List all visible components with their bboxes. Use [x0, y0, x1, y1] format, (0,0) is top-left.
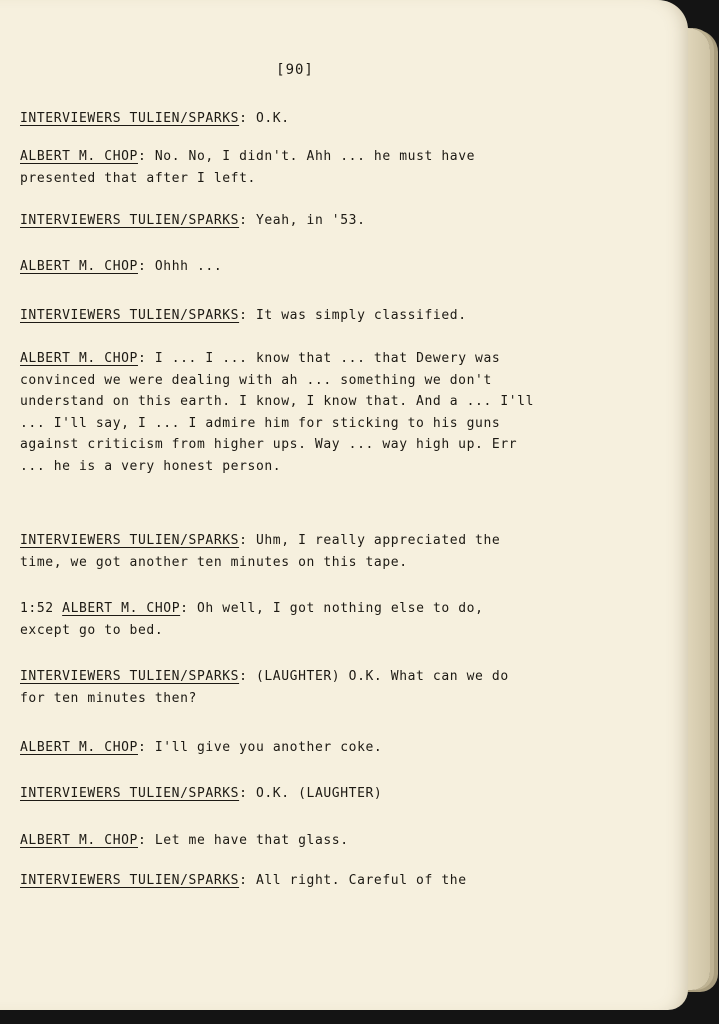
transcript-entry: INTERVIEWERS TULIEN/SPARKS: It was simply classified. — [20, 308, 467, 323]
speaker-name: ALBERT M. CHOP — [20, 740, 138, 755]
dialogue-text: Let me have that glass. — [154, 833, 349, 848]
transcript-entry: INTERVIEWERS TULIEN/SPARKS: O.K. — [20, 111, 290, 126]
timestamp: 1:52 — [20, 601, 54, 616]
dialogue-text: Yeah, in '53. — [255, 213, 366, 228]
speaker-name: INTERVIEWERS TULIEN/SPARKS — [20, 669, 240, 684]
dialogue-text: All right. Careful of the — [255, 873, 467, 888]
dialogue-text: No. No, I didn't. Ahh ... he must have presented that after I left. — [20, 149, 476, 186]
dialogue-text: Ohhh ... — [154, 259, 223, 274]
speaker-name: ALBERT M. CHOP — [20, 149, 138, 164]
transcript-entry: ALBERT M. CHOP: I ... I ... know that ... that Dewery was convinced we were dealing with ah ... something we don't understand on this earth. I know, I know that. And a ... I'll ... I'll say, I ... I admire him for sticking to his guns against criticism from higher ups. Way ... way high up. Err ... he is a very honest person. — [20, 351, 535, 474]
transcript-entry: ALBERT M. CHOP: No. No, I didn't. Ahh ... he must have presented that after I left. — [20, 149, 476, 186]
speaker-name: INTERVIEWERS TULIEN/SPARKS — [20, 533, 240, 548]
speaker-name: INTERVIEWERS TULIEN/SPARKS — [20, 873, 240, 888]
dialogue-text: I'll give you another coke. — [154, 740, 383, 755]
dialogue-text: O.K. — [255, 111, 290, 126]
transcript-entry: INTERVIEWERS TULIEN/SPARKS: All right. Careful of the — [20, 873, 467, 888]
speaker-name: ALBERT M. CHOP — [20, 259, 138, 274]
speaker-name: ALBERT M. CHOP — [20, 833, 138, 848]
speaker-name: INTERVIEWERS TULIEN/SPARKS — [20, 308, 240, 323]
dialogue-text: It was simply classified. — [255, 308, 467, 323]
dialogue-text: Uhm, I really appreciated the time, we got another ten minutes on this tape. — [20, 533, 501, 570]
dialogue-text: O.K. (LAUGHTER) — [255, 786, 383, 801]
dialogue-text: (LAUGHTER) O.K. What can we do for ten minutes then? — [20, 669, 509, 706]
transcript-entry: INTERVIEWERS TULIEN/SPARKS: O.K. (LAUGHTER) — [20, 786, 383, 801]
dialogue-text: Oh well, I got nothing else to do, except go to bed. — [20, 601, 484, 638]
speaker-name: INTERVIEWERS TULIEN/SPARKS — [20, 786, 240, 801]
speaker-name: ALBERT M. CHOP — [20, 351, 138, 366]
speaker-name: INTERVIEWERS TULIEN/SPARKS — [20, 213, 240, 228]
transcript-entry: INTERVIEWERS TULIEN/SPARKS: Uhm, I really appreciated the time, we got another ten minutes on this tape. — [20, 533, 501, 570]
transcript-entry: ALBERT M. CHOP: Let me have that glass. — [20, 833, 349, 848]
speaker-name: ALBERT M. CHOP — [62, 601, 181, 616]
transcript-entry: INTERVIEWERS TULIEN/SPARKS: Yeah, in '53. — [20, 213, 366, 228]
transcript-entry: 1:52 ALBERT M. CHOP: Oh well, I got nothing else to do, except go to bed. — [20, 601, 484, 638]
transcript-entry: ALBERT M. CHOP: Ohhh ... — [20, 259, 223, 274]
transcript-entry: INTERVIEWERS TULIEN/SPARKS: (LAUGHTER) O.K. What can we do for ten minutes then? — [20, 669, 509, 706]
transcript-entry: ALBERT M. CHOP: I'll give you another coke. — [20, 740, 383, 755]
page-number: [90] — [276, 62, 314, 78]
dialogue-text: I ... I ... know that ... that Dewery was convinced we were dealing with ah ... something we don't understand on this earth. I know, I know that. And a ... I'll ... I'll say, I ... I admire him for sticking to his guns against criticism from higher ups. Way ... way high up. Err ... he is a very honest person. — [20, 351, 535, 474]
speaker-name: INTERVIEWERS TULIEN/SPARKS — [20, 111, 240, 126]
